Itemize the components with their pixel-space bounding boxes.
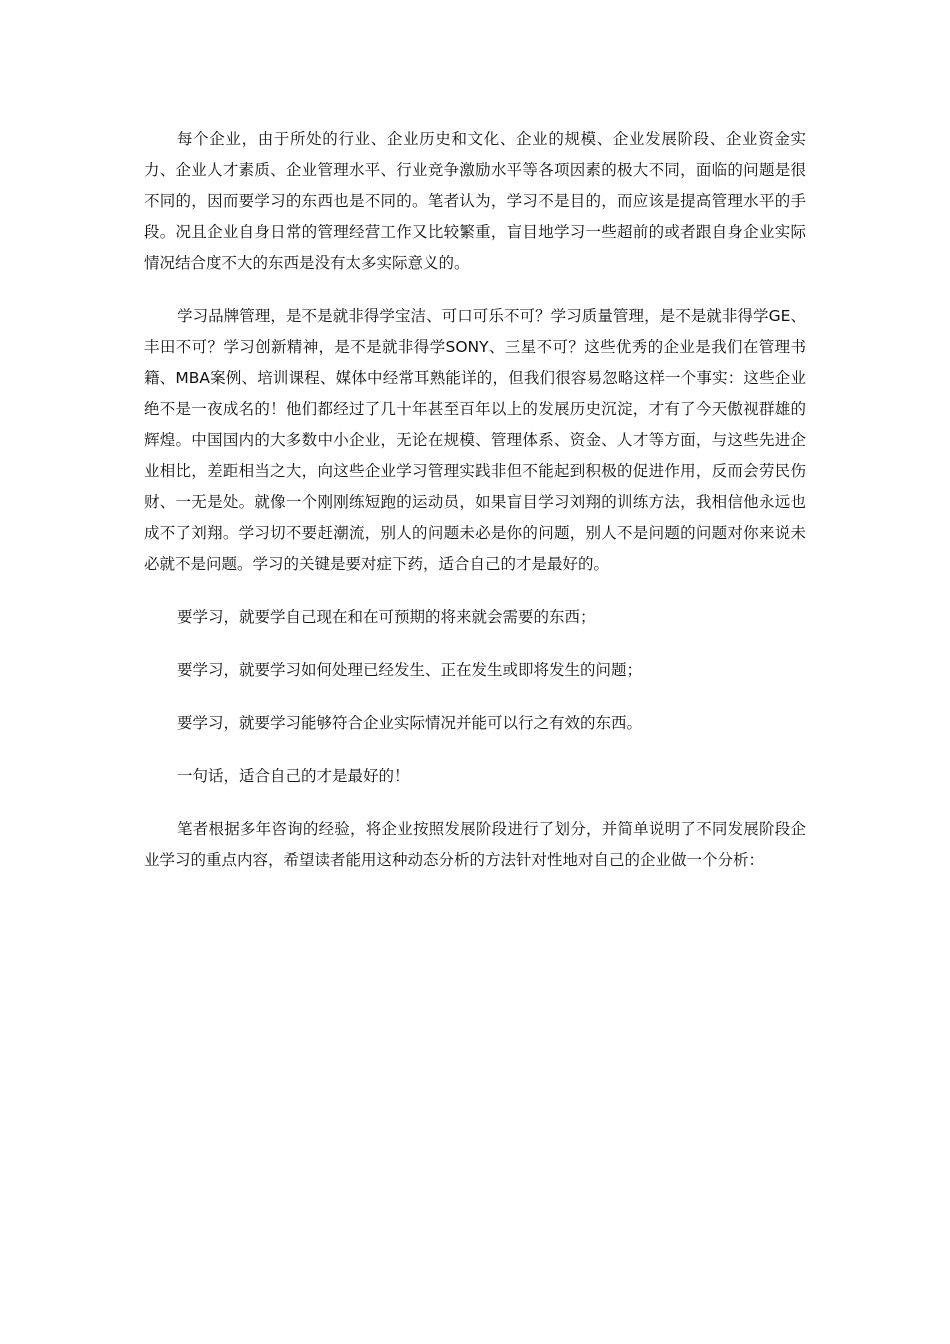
paragraph-learn-practical: 要学习，就要学习能够符合企业实际情况并能可以行之有效的东西。	[177, 714, 643, 732]
paragraph-stage-analysis: 笔者根据多年咨询的经验，将企业按照发展阶段进行了划分，并简单说明了不同发展阶段企业学习的重点内容，希望读者能用这种动态分析的方法针对性地对自己的企业做一个分析：	[144, 820, 806, 869]
paragraph-summary: 一句话，适合自己的才是最好的！	[177, 767, 410, 785]
paragraph-learn-needs: 要学习，就要学自己现在和在可预期的将来就会需要的东西；	[177, 608, 596, 626]
paragraph-learning-examples: 学习品牌管理，是不是就非得学宝洁、可口可乐不可？学习质量管理，是不是就非得学GE、丰田不可？学习创新精神，是不是就非得学SONY、三星不可？这些优秀的企业是我们在管理书籍、MBA案例、培训课程、媒体中经常耳熟能详的，但我们很容易忽略这样一个事实：这些企业绝不是一夜成名的！他们都经过了几十年甚至百年以上的发展历史沉淀，才有了今天傲视群雄的辉煌。中国国内的大多数中小企业，无论在规模、管理体系、资金、人才等方面，与这些先进企业相比，差距相当之大，向这些企业学习管理实践非但不能起到积极的促进作用，反而会劳民伤财、一无是处。就像一个刚刚练短跑的运动员，如果盲目学习刘翔的训练方法，我相信他永远也成不了刘翔。学习切不要赶潮流，别人的问题未必是你的问题，别人不是问题的问题对你来说未必就不是问题。学习的关键是要对症下药，适合自己的才是最好的。	[144, 307, 806, 573]
paragraph-intro: 每个企业，由于所处的行业、企业历史和文化、企业的规模、企业发展阶段、企业资金实力、企业人才素质、企业管理水平、行业竞争激励水平等各项因素的极大不同，面临的问题是很不同的，因而要学习的东西也是不同的。笔者认为，学习不是目的，而应该是提高管理水平的手段。况且企业自身日常的管理经营工作又比较繁重，盲目地学习一些超前的或者跟自身企业实际情况结合度不大的东西是没有太多实际意义的。	[144, 130, 806, 272]
document-body	[144, 124, 806, 898]
paragraph-learn-problems: 要学习，就要学习如何处理已经发生、正在发生或即将发生的问题；	[177, 661, 643, 679]
